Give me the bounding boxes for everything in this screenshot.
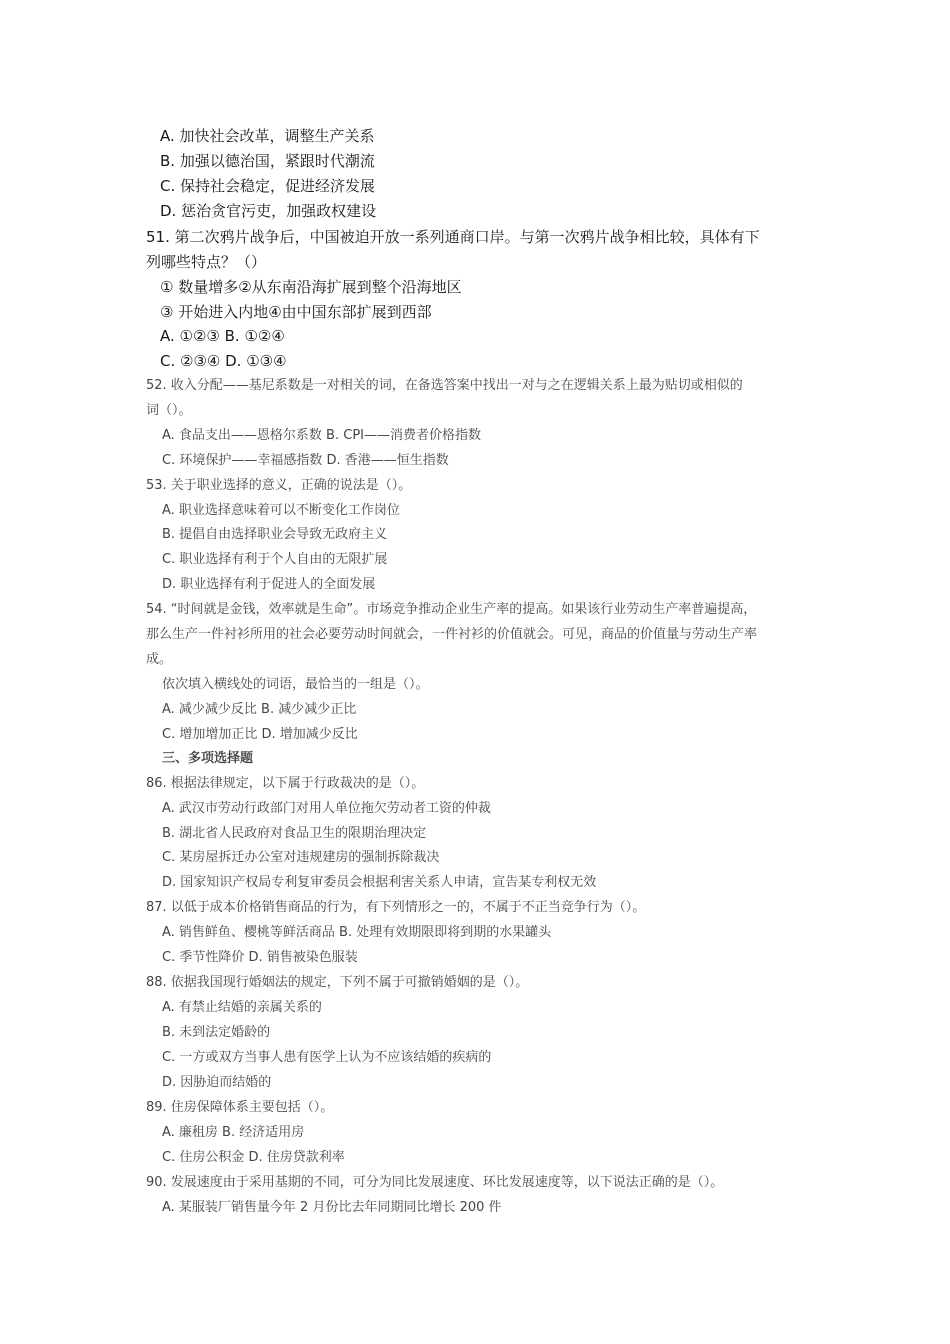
section-heading: 三、多项选择题 (162, 751, 254, 766)
option-line: C. ②③④ D. ①③④ (160, 352, 287, 370)
question-line: 53. 关于职业选择的意义，正确的说法是（）。 (146, 478, 412, 493)
option-line: D. 职业选择有利于促进人的全面发展 (162, 577, 376, 592)
option-line: D. 惩治贪官污吏，加强政权建设 (160, 202, 377, 220)
option-line: B. 提倡自由选择职业会导致无政府主义 (162, 527, 388, 542)
option-line: A. 武汉市劳动行政部门对用人单位拖欠劳动者工资的仲裁 (162, 801, 491, 816)
option-line: ① 数量增多②从东南沿海扩展到整个沿海地区 (160, 278, 462, 296)
question-line: 51. 第二次鸦片战争后，中国被迫开放一系列通商口岸。与第一次鸦片战争相比较，具体有下 (146, 228, 760, 246)
option-line: B. 未到法定婚龄的 (162, 1025, 271, 1040)
question-line: 87. 以低于成本价格销售商品的行为，有下列情形之一的，不属于不正当竞争行为（）。 (146, 900, 646, 915)
option-line: C. 保持社会稳定，促进经济发展 (160, 177, 376, 195)
option-line: A. ①②③ B. ①②④ (160, 327, 285, 345)
option-line: A. 加快社会改革，调整生产关系 (160, 127, 375, 145)
option-line: D. 因胁迫而结婚的 (162, 1075, 272, 1090)
option-line: A. 食品支出——恩格尔系数 B. CPI——消费者价格指数 (162, 428, 481, 443)
question-line: 86. 根据法律规定，以下属于行政裁决的是（）。 (146, 776, 425, 791)
option-line: D. 国家知识产权局专利复审委员会根据利害关系人申请，宣告某专利权无效 (162, 875, 597, 890)
option-line: A. 某服装厂销售量今年 2 月份比去年同期同比增长 200 件 (162, 1200, 502, 1215)
question-line: 成。 (146, 652, 173, 667)
option-line: C. 增加增加正比 D. 增加减少反比 (162, 727, 358, 742)
option-line: A. 职业选择意味着可以不断变化工作岗位 (162, 503, 400, 518)
option-line: ③ 开始进入内地④由中国东部扩展到西部 (160, 303, 432, 321)
option-line: A. 销售鲜鱼、樱桃等鲜活商品 B. 处理有效期限即将到期的水果罐头 (162, 925, 552, 940)
question-line: 88. 依据我国现行婚姻法的规定，下列不属于可撤销婚姻的是（）。 (146, 975, 529, 990)
option-line: A. 廉租房 B. 经济适用房 (162, 1125, 305, 1140)
option-line: B. 湖北省人民政府对食品卫生的限期治理决定 (162, 826, 427, 841)
option-line: C. 环境保护——幸福感指数 D. 香港——恒生指数 (162, 453, 449, 468)
option-line: B. 加强以德治国，紧跟时代潮流 (160, 152, 375, 170)
option-line: C. 职业选择有利于个人自由的无限扩展 (162, 552, 388, 567)
option-line: A. 减少减少反比 B. 减少减少正比 (162, 702, 357, 717)
option-line: C. 一方或双方当事人患有医学上认为不应该结婚的疾病的 (162, 1050, 492, 1065)
option-line: C. 某房屋拆迁办公室对违规建房的强制拆除裁决 (162, 850, 440, 865)
option-line: C. 住房公积金 D. 住房贷款利率 (162, 1150, 345, 1165)
option-line: A. 有禁止结婚的亲属关系的 (162, 1000, 322, 1015)
question-line: 54. “时间就是金钱，效率就是生命”。市场竞争推动企业生产率的提高。如果该行业劳动生产率普遍提高， (146, 602, 757, 617)
question-line: 那么生产一件衬衫所用的社会必要劳动时间就会，一件衬衫的价值就会。可见，商品的价值量与劳动生产率 (146, 627, 758, 642)
option-line: C. 季节性降价 D. 销售被染色服装 (162, 950, 358, 965)
option-line: 依次填入横线处的词语，最恰当的一组是（）。 (162, 677, 429, 692)
question-line: 89. 住房保障体系主要包括（）。 (146, 1100, 334, 1115)
question-line: 列哪些特点？（） (146, 253, 267, 271)
question-line: 52. 收入分配——基尼系数是一对相关的词，在备选答案中找出一对与之在逻辑关系上最为贴切或相似的 (146, 378, 743, 393)
question-line: 词（）。 (146, 403, 192, 418)
question-line: 90. 发展速度由于采用基期的不同，可分为同比发展速度、环比发展速度等，以下说法正确的是（）。 (146, 1175, 724, 1190)
